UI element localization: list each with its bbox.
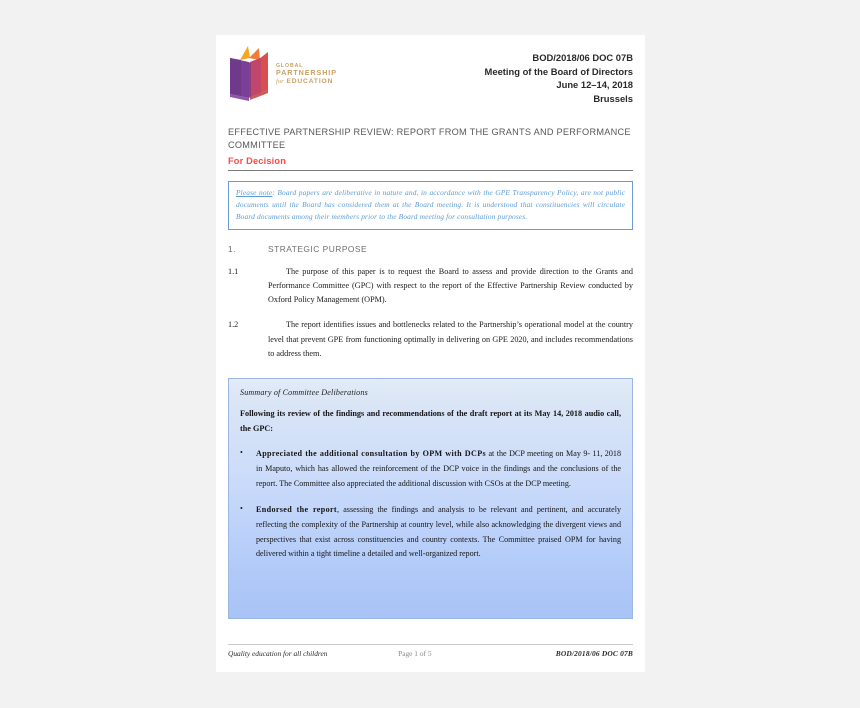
footer-doc-code: BOD/2018/06 DOC 07B [555,649,633,658]
bullet-text [256,503,621,562]
section-title: STRATEGIC PURPOSE [268,243,368,254]
list-item [240,447,621,491]
paragraph-number: 1.2 [228,320,239,330]
bullet-lead-bold: Appreciated the additional consultation by OPM with DCPs [256,449,486,459]
paragraph-1-2 [228,318,633,361]
logo-for-word: for [276,77,284,85]
bullet-text [256,447,621,491]
paragraph-number: 1.1 [228,266,239,276]
logo-line-partnership: PARTNERSHIP [276,68,337,78]
list-item [240,503,621,562]
summary-bullet-list [240,447,621,562]
paragraph-text: The purpose of this paper is to request the Board to assess and provide direction to the Grants and Performance Committee (GPC) with respect to the report of the Effective Partnership Review conducted by Oxford Policy Management (OPM). [268,266,633,305]
title-divider [228,170,633,171]
logo-line-global: GLOBAL [276,63,304,69]
paragraph-1-1 [228,265,633,308]
header-doc-code: BOD/2018/06 DOC 07B [532,52,633,63]
gpe-logo [228,43,337,104]
footer-divider [228,644,633,645]
header-meeting-location: Brussels [593,92,633,104]
summary-box-title: Summary of Committee Deliberations [240,388,368,398]
logo-line-for-education [276,78,337,86]
footer-page-number: Page 1 of 5 [398,649,432,658]
summary-of-committee-deliberations-box [228,378,633,619]
page-footer [228,644,633,658]
bullet-point-icon: • [240,448,243,458]
footer-row [228,649,633,658]
header-meta-block [485,43,633,106]
bullet-lead-bold: Endorsed the report [256,505,337,515]
section-number: 1. [228,243,236,254]
bullet-point-icon: • [240,504,243,514]
summary-box-lead-text: Following its review of the findings and recommendations of the draft report at its May 14, 2018 audio call, the GPC: [240,409,621,434]
bullet-rest: at the DCP meeting on May 9- 11, 2018 in Maputo, which has allowed the reinforcement of the DCP voice in the findings and the conclusions of the report. The Committee also appreciated the additional discussion with CSOs at the DCP meeting. [256,449,621,488]
page-title: EFFECTIVE PARTNERSHIP REVIEW: REPORT FROM THE GRANTS AND PERFORMANCE COMMITTEE [228,127,631,151]
footer-tagline: Quality education for all children [228,649,328,658]
please-note-label: Please note [236,187,273,197]
please-note-text: : Board papers are deliberative in nature and, in accordance with the GPE Transparency Policy, are not public documents until the Board has considered them at the Board meeting. It is understood that constituencies will circulate Board documents among their members prior to the Board meeting for consultation purposes. [236,187,625,221]
please-note-box [228,181,633,230]
logo-education-word: EDUCATION [286,77,334,85]
section-heading-strategic-purpose [228,244,633,254]
header-meeting-name: Meeting of the Board of Directors [484,65,633,77]
bullet-rest: , assessing the findings and analysis to be relevant and pertinent, and accurately reflecting the complexity of the Partnership at country level, while also acknowledging the divergent views and perspectives that exist across constituencies and country contexts. The Committee praised OPM for having delivered within a tight timeline a detailed and well-organized report. [256,505,621,559]
document-header [228,43,633,117]
header-meeting-dates: June 12–14, 2018 [556,79,633,91]
gpe-open-book-logo-icon [228,46,270,104]
document-page [216,35,645,672]
page-content [216,35,645,672]
paragraph-text: The report identifies issues and bottlenecks related to the Partnership’s operational model at the country level that prevent GPE from functioning optimally in delivering on GPE 2020, and includes recommendations to address them. [268,320,633,358]
decision-status-label: For Decision [228,155,287,166]
gpe-logo-wordmark [276,46,337,85]
